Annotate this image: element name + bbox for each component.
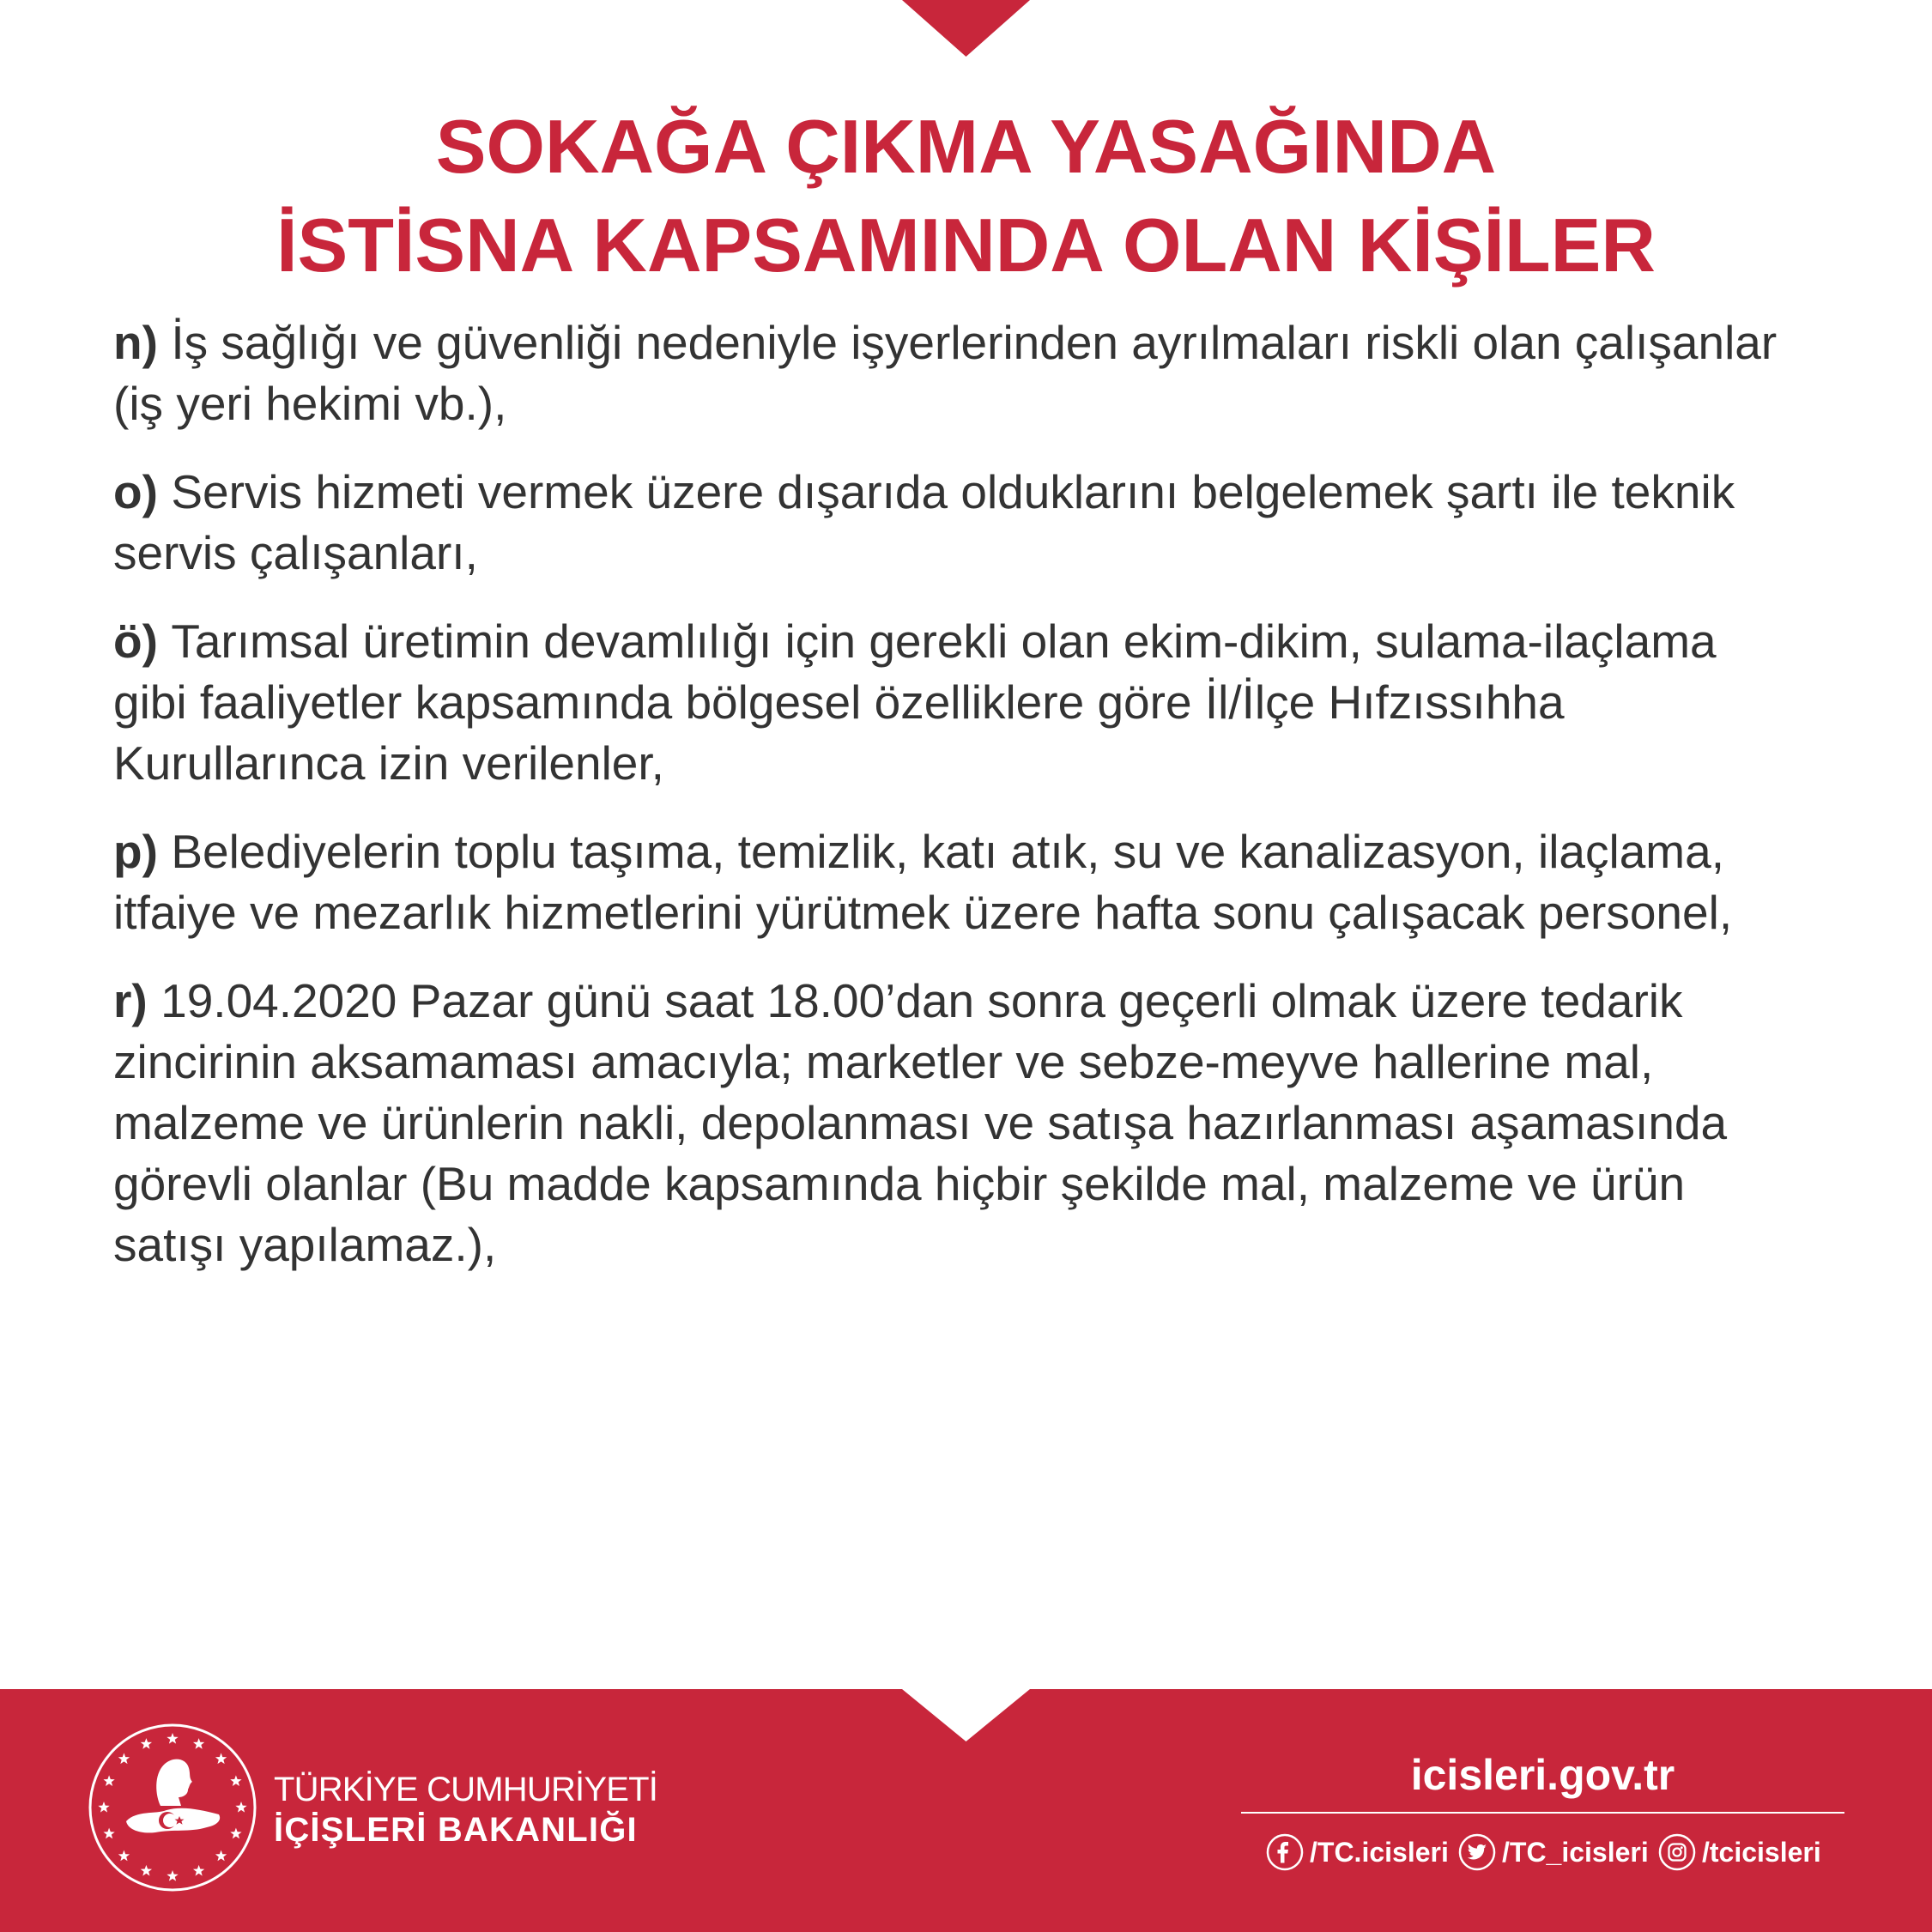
instagram-icon [1658, 1833, 1696, 1871]
item-text: Belediyelerin toplu taşıma, temizlik, katı atık, su ve kanalizasyon, ilaçlama, [171, 825, 1724, 878]
ministry-emblem-icon [87, 1722, 258, 1893]
item-label: p) [113, 825, 158, 878]
item-line [113, 821, 1899, 882]
emblem-star-icon [141, 1865, 152, 1876]
item-line: satışı yapılamaz.), [113, 1218, 497, 1271]
emblem-star-icon [230, 1828, 241, 1839]
emblem-star-icon [193, 1865, 204, 1876]
social-handle: /tcicisleri [1702, 1836, 1821, 1868]
website-link[interactable]: icisleri.gov.tr [1410, 1751, 1675, 1799]
footer-divider [1241, 1812, 1844, 1814]
emblem-star-icon [215, 1753, 227, 1764]
emblem-star-icon [98, 1802, 109, 1813]
emblem-star-icon [215, 1850, 227, 1862]
item-label: ö) [113, 615, 158, 668]
twitter-icon [1458, 1833, 1496, 1871]
item-text: 19.04.2020 Pazar günü saat 18.00’dan sonra geçerli olmak üzere tedarik [160, 974, 1683, 1027]
item-text: İş sağlığı ve güvenliği nedeniyle işyerlerinden ayrılmaları riskli olan çalışanlar [171, 316, 1778, 369]
social-facebook[interactable] [1266, 1833, 1449, 1871]
page-title [0, 97, 1932, 294]
emblem-star-icon [167, 1870, 178, 1881]
exception-item-n [113, 312, 1899, 434]
emblem-star-ring [98, 1733, 246, 1881]
item-line: görevli olanlar (Bu madde kapsamında hiçbir şekilde mal, malzeme ve ürün [113, 1157, 1686, 1210]
emblem-star-icon [103, 1775, 114, 1786]
item-line: itfaiye ve mezarlık hizmetlerini yürütmek üzere hafta sonu çalışacak personel, [113, 886, 1733, 939]
item-text: Servis hizmeti vermek üzere dışarıda olduklarını belgelemek şartı ile teknik [171, 465, 1735, 518]
social-handle: /TC_icisleri [1502, 1836, 1649, 1868]
org-name-line-1: TÜRKİYE CUMHURİYETİ [274, 1771, 658, 1808]
org-name-line-2: İÇİŞLERİ BAKANLIĞI [274, 1811, 638, 1849]
title-line-1: SOKAĞA ÇIKMA YASAĞINDA [435, 104, 1497, 189]
item-line: Kurullarınca izin verilenler, [113, 736, 664, 790]
exception-list [113, 312, 1899, 1275]
social-instagram[interactable] [1658, 1833, 1821, 1871]
item-line: zincirinin aksamaması amacıyla; marketler ve sebze-meyve hallerine mal, [113, 1035, 1654, 1088]
emblem-star-icon [118, 1850, 130, 1862]
item-line: malzeme ve ürünlerin nakli, depolanması ve satışa hazırlanması aşamasında [113, 1096, 1728, 1149]
footer-triangle-notch [902, 1689, 1030, 1741]
item-line [113, 971, 1899, 1032]
item-label: n) [113, 316, 158, 369]
item-line [113, 611, 1899, 672]
exception-item-p [113, 821, 1899, 943]
item-line: gibi faaliyetler kapsamında bölgesel özelliklere göre İl/İlçe Hıfzıssıhha [113, 675, 1565, 729]
emblem-star-icon [103, 1828, 114, 1839]
emblem-bust-icon [156, 1759, 192, 1806]
item-line [113, 462, 1899, 523]
top-triangle-decoration [902, 0, 1030, 57]
exception-item-r [113, 971, 1899, 1275]
emblem-star-icon [193, 1738, 204, 1749]
emblem-star-icon [141, 1738, 152, 1749]
exception-item-o [113, 462, 1899, 584]
social-twitter[interactable] [1458, 1833, 1649, 1871]
emblem-star-icon [118, 1753, 130, 1764]
item-line: servis çalışanları, [113, 526, 478, 579]
exception-item-o-umlaut [113, 611, 1899, 794]
emblem-star-icon [235, 1802, 246, 1813]
footer-band [0, 1689, 1932, 1932]
item-line: (iş yeri hekimi vb.), [113, 377, 507, 430]
item-line [113, 312, 1899, 373]
social-handle: /TC.icisleri [1310, 1836, 1449, 1868]
title-line-2: İSTİSNA KAPSAMINDA OLAN KİŞİLER [276, 203, 1656, 288]
item-label: r) [113, 974, 148, 1027]
emblem-star-icon [230, 1775, 241, 1786]
facebook-icon [1266, 1833, 1304, 1871]
emblem-star-icon [167, 1733, 178, 1744]
item-text: Tarımsal üretimin devamlılığı için gerekli olan ekim-dikim, sulama-ilaçlama [171, 615, 1717, 668]
item-label: o) [113, 465, 158, 518]
